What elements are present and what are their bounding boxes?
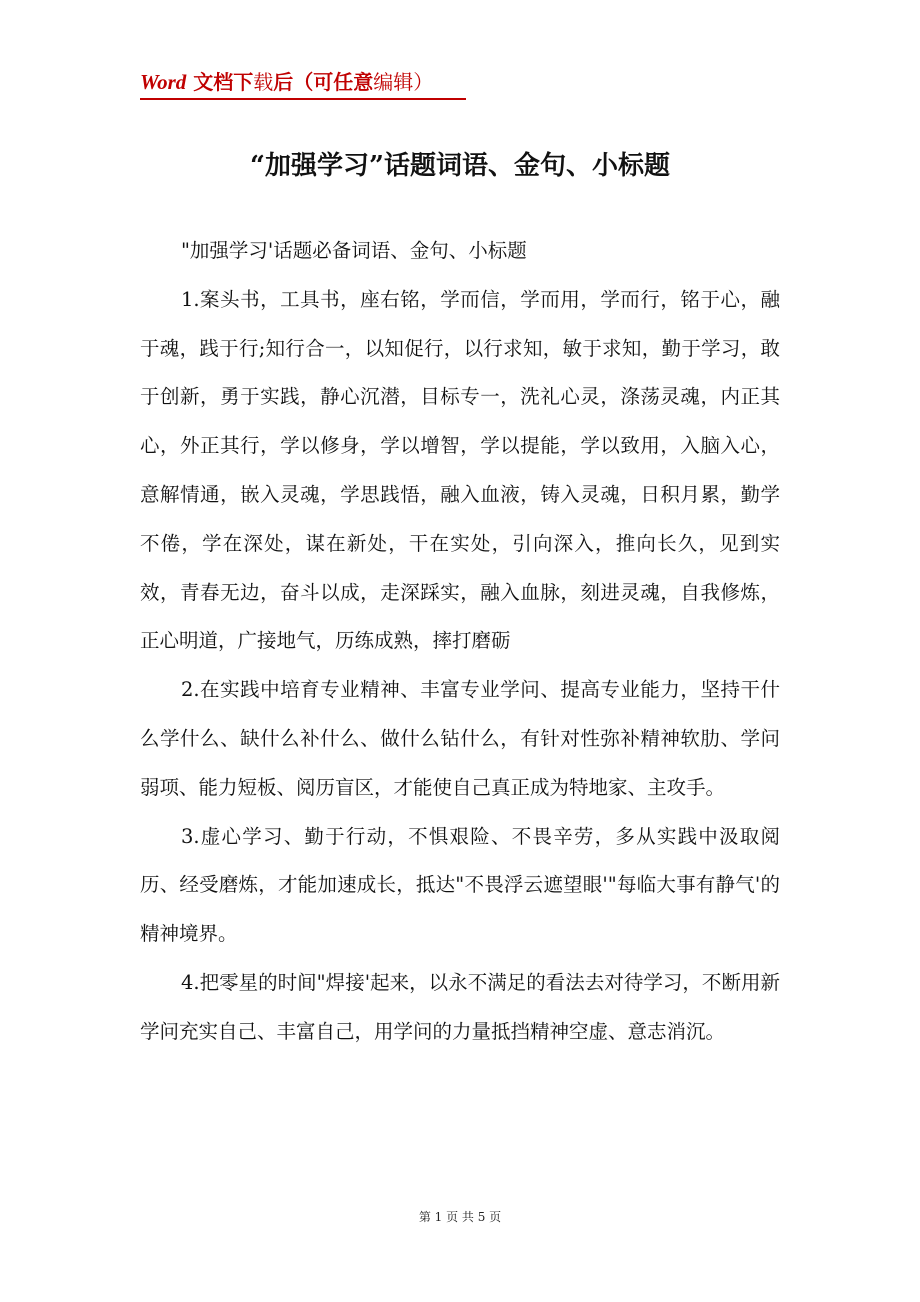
paragraph-4: 4.把零星的时间"焊接'起来，以永不满足的看法去对待学习，不断用新学问充实自己、丰富自己，用学问的力量抵挡精神空虚、意志消沉。	[140, 970, 780, 1043]
paragraph-2: 2.在实践中培育专业精神、丰富专业学问、提高专业能力，坚持干什么学什么、缺什么补什么、做什么钻什么，有针对性弥补精神软肋、学问弱项、能力短板、阅历盲区，才能使自己真正成为特地家、主攻手。	[140, 678, 780, 799]
banner-text-light: 载	[253, 70, 274, 94]
document-body	[140, 227, 780, 1057]
banner-text-bold: 文档下	[186, 70, 254, 94]
banner-text-light-2: 编辑）	[373, 70, 434, 94]
page-footer: 第 1 页 共 5 页	[418, 1210, 502, 1224]
header-banner	[140, 68, 466, 100]
paragraph-1: 1.案头书，工具书，座右铭，学而信，学而用，学而行，铭于心，融于魂，践于行;知行合一，以知促行，以行求知，敏于求知，勤于学习，敢于创新，勇于实践，静心沉潜，目标专一，洗礼心灵，涤荡灵魂，内正其心，外正其行，学以修身，学以增智，学以提能，学以致用，入脑入心，意解情通，嵌入灵魂，学思践悟，融入血液，铸入灵魂，日积月累，勤学不倦，学在深处，谋在新处，干在实处，引向深入，推向长久，见到实效，青春无边，奋斗以成，走深踩实，融入血脉，刻进灵魂，自我修炼，正心明道，广接地气，历练成熟，摔打磨砺	[140, 287, 780, 653]
paragraph-3: 3.虚心学习、勤于行动，不惧艰险、不畏辛劳，多从实践中汲取阅历、经受磨炼，才能加速成长，抵达"不畏浮云遮望眼'"每临大事有静气'的精神境界。	[140, 824, 780, 946]
banner-word-label: Word	[140, 70, 187, 94]
paragraph-intro: "加强学习'话题必备词语、金句、小标题	[180, 239, 527, 262]
document-title: “加强学习”话题词语、金句、小标题	[250, 151, 670, 181]
banner-text-bold-2: 后（可任意	[273, 70, 374, 94]
